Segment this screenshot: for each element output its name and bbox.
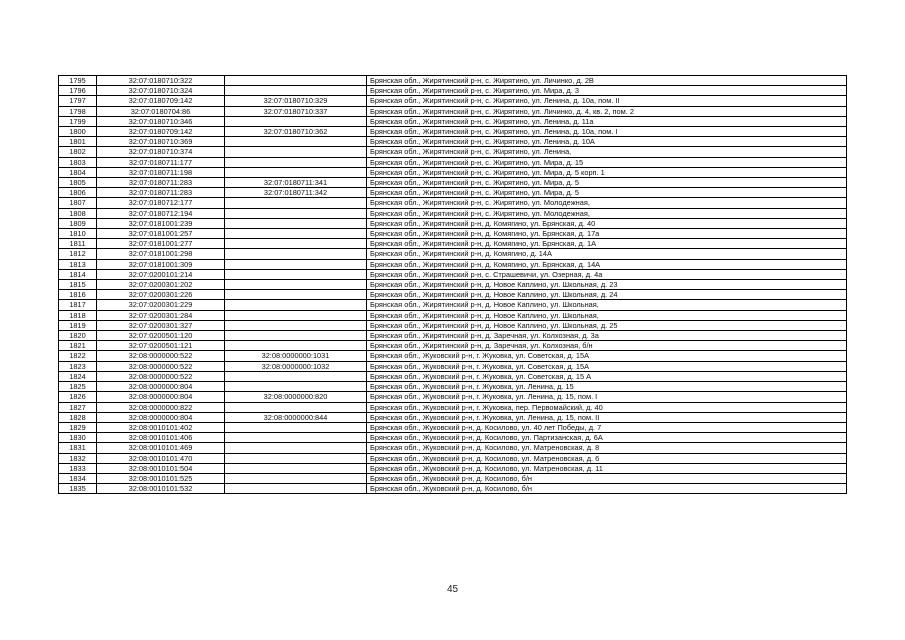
cadastral-number-cell: 32:07:0200501:121 (97, 341, 225, 351)
address-cell: Брянская обл., Жирятинский р-н, д. Комягино, д. 14А (367, 249, 847, 259)
address-cell: Брянская обл., Жирятинский р-н, с. Жирятино, ул. Мира, д. 15 (367, 157, 847, 167)
row-number-cell: 1820 (59, 331, 97, 341)
table-row (59, 290, 847, 300)
row-number-cell: 1798 (59, 106, 97, 116)
address-cell: Брянская обл., Жуковский р-н, д. Косилово, ул. Партизанская, д. 6А (367, 433, 847, 443)
address-cell: Брянская обл., Жирятинский р-н, д. Заречная, ул. Колхозная, б/н (367, 341, 847, 351)
cadastral-number-cell: 32:07:0181001:309 (97, 259, 225, 269)
related-cadastral-number-cell: 32:07:0180711:342 (225, 188, 367, 198)
related-cadastral-number-cell (225, 402, 367, 412)
address-cell: Брянская обл., Жуковский р-н, г. Жуковка, ул. Советская, д. 15А (367, 351, 847, 361)
row-number-cell: 1801 (59, 137, 97, 147)
cadastral-number-cell: 32:07:0180710:374 (97, 147, 225, 157)
cadastral-number-cell: 32:08:0010101:525 (97, 473, 225, 483)
table-row (59, 412, 847, 422)
table-row (59, 310, 847, 320)
table-row (59, 280, 847, 290)
address-cell: Брянская обл., Жуковский р-н, г. Жуковка, ул. Ленина, д. 15, пом. I (367, 392, 847, 402)
table-row (59, 269, 847, 279)
row-number-cell: 1815 (59, 280, 97, 290)
row-number-cell: 1797 (59, 96, 97, 106)
table-row (59, 167, 847, 177)
cadastral-number-cell: 32:08:0010101:470 (97, 453, 225, 463)
address-cell: Брянская обл., Жуковский р-н, д. Косилово, ул. Матреновская, д. 6 (367, 453, 847, 463)
row-number-cell: 1812 (59, 249, 97, 259)
row-number-cell: 1828 (59, 412, 97, 422)
row-number-cell: 1819 (59, 320, 97, 330)
address-cell: Брянская обл., Жирятинский р-н, с. Жирятино, ул. Ленина, д. 10А (367, 137, 847, 147)
row-number-cell: 1833 (59, 463, 97, 473)
address-cell: Брянская обл., Жирятинский р-н, с. Жирятино, ул. Ленина, (367, 147, 847, 157)
related-cadastral-number-cell (225, 137, 367, 147)
address-cell: Брянская обл., Жирятинский р-н, с. Жирятино, ул. Мира, д. 5 (367, 188, 847, 198)
address-cell: Брянская обл., Жирятинский р-н, с. Жирятино, ул. Молодежная, (367, 208, 847, 218)
cadastral-number-cell: 32:08:0000000:804 (97, 382, 225, 392)
address-cell: Брянская обл., Жуковский р-н, д. Косилово, ул. Матреновская, д. 11 (367, 463, 847, 473)
row-number-cell: 1806 (59, 188, 97, 198)
cadastral-number-cell: 32:07:0200101:214 (97, 269, 225, 279)
cadastral-number-cell: 32:07:0200301:202 (97, 280, 225, 290)
table-row (59, 300, 847, 310)
row-number-cell: 1805 (59, 178, 97, 188)
cadastral-number-cell: 32:07:0180710:324 (97, 86, 225, 96)
cadastral-number-cell: 32:08:0000000:804 (97, 392, 225, 402)
address-cell: Брянская обл., Жуковский р-н, г. Жуковка, ул. Ленина, д. 15, пом. II (367, 412, 847, 422)
related-cadastral-number-cell (225, 300, 367, 310)
table-row (59, 422, 847, 432)
row-number-cell: 1816 (59, 290, 97, 300)
table-row (59, 443, 847, 453)
table-row (59, 392, 847, 402)
related-cadastral-number-cell: 32:08:0000000:820 (225, 392, 367, 402)
table-row (59, 137, 847, 147)
cadastral-number-cell: 32:07:0180711:283 (97, 178, 225, 188)
cadastral-number-cell: 32:07:0181001:298 (97, 249, 225, 259)
row-number-cell: 1803 (59, 157, 97, 167)
address-cell: Брянская обл., Жуковский р-н, д. Косилово, б/н (367, 484, 847, 494)
cadastral-number-cell: 32:07:0180710:369 (97, 137, 225, 147)
table-row (59, 433, 847, 443)
address-cell: Брянская обл., Жирятинский р-н, д. Комягино, ул. Брянская, д. 14А (367, 259, 847, 269)
row-number-cell: 1795 (59, 76, 97, 86)
table-row (59, 473, 847, 483)
cadastral-number-cell: 32:08:0010101:532 (97, 484, 225, 494)
address-cell: Брянская обл., Жирятинский р-н, с. Жирятино, ул. Мира, д. 5 (367, 178, 847, 188)
table-row (59, 147, 847, 157)
address-cell: Брянская обл., Жуковский р-н, д. Косилово, б/н (367, 473, 847, 483)
related-cadastral-number-cell (225, 198, 367, 208)
cadastral-number-cell: 32:08:0010101:402 (97, 422, 225, 432)
cadastral-number-cell: 32:07:0180709:142 (97, 127, 225, 137)
related-cadastral-number-cell (225, 76, 367, 86)
cadastral-number-cell: 32:08:0000000:522 (97, 351, 225, 361)
related-cadastral-number-cell: 32:08:0000000:1032 (225, 361, 367, 371)
related-cadastral-number-cell (225, 147, 367, 157)
table-row (59, 463, 847, 473)
row-number-cell: 1827 (59, 402, 97, 412)
address-cell: Брянская обл., Жирятинский р-н, с. Жирятино, ул. Мира, д. 5 корп. 1 (367, 167, 847, 177)
row-number-cell: 1832 (59, 453, 97, 463)
cadastral-number-cell: 32:07:0180710:346 (97, 116, 225, 126)
table-row (59, 116, 847, 126)
row-number-cell: 1817 (59, 300, 97, 310)
cadastral-number-cell: 32:07:0180711:177 (97, 157, 225, 167)
related-cadastral-number-cell (225, 167, 367, 177)
property-table (58, 75, 847, 494)
cadastral-number-cell: 32:08:0000000:822 (97, 402, 225, 412)
table-row (59, 198, 847, 208)
related-cadastral-number-cell: 32:08:0000000:844 (225, 412, 367, 422)
address-cell: Брянская обл., Жирятинский р-н, с. Жирятино, ул. Личинко, д. 2В (367, 76, 847, 86)
cadastral-number-cell: 32:07:0181001:257 (97, 229, 225, 239)
row-number-cell: 1826 (59, 392, 97, 402)
cadastral-number-cell: 32:07:0181001:277 (97, 239, 225, 249)
table-row (59, 382, 847, 392)
address-cell: Брянская обл., Жуковский р-н, г. Жуковка, ул. Ленина, д. 15 (367, 382, 847, 392)
related-cadastral-number-cell (225, 443, 367, 453)
address-cell: Брянская обл., Жуковский р-н, г. Жуковка, пер. Первомайский, д. 40 (367, 402, 847, 412)
cadastral-number-cell: 32:07:0180710:322 (97, 76, 225, 86)
related-cadastral-number-cell (225, 331, 367, 341)
row-number-cell: 1804 (59, 167, 97, 177)
related-cadastral-number-cell: 32:07:0180710:329 (225, 96, 367, 106)
related-cadastral-number-cell (225, 259, 367, 269)
cadastral-number-cell: 32:07:0200301:229 (97, 300, 225, 310)
cadastral-number-cell: 32:08:0000000:804 (97, 412, 225, 422)
related-cadastral-number-cell: 32:07:0180710:337 (225, 106, 367, 116)
row-number-cell: 1825 (59, 382, 97, 392)
cadastral-number-cell: 32:07:0181001:239 (97, 218, 225, 228)
table-row (59, 127, 847, 137)
table-row (59, 208, 847, 218)
cadastral-number-cell: 32:07:0200301:284 (97, 310, 225, 320)
related-cadastral-number-cell (225, 341, 367, 351)
table-row (59, 96, 847, 106)
related-cadastral-number-cell (225, 382, 367, 392)
cadastral-number-cell: 32:07:0180712:194 (97, 208, 225, 218)
table-row (59, 341, 847, 351)
address-cell: Брянская обл., Жуковский р-н, д. Косилово, ул. Матреновская, д. 8 (367, 443, 847, 453)
row-number-cell: 1835 (59, 484, 97, 494)
row-number-cell: 1814 (59, 269, 97, 279)
table-row (59, 106, 847, 116)
related-cadastral-number-cell (225, 473, 367, 483)
address-cell: Брянская обл., Жирятинский р-н, с. Жирятино, ул. Мира, д. 3 (367, 86, 847, 96)
related-cadastral-number-cell: 32:07:0180710:362 (225, 127, 367, 137)
related-cadastral-number-cell (225, 86, 367, 96)
address-cell: Брянская обл., Жирятинский р-н, д. Новое Каплино, ул. Школьная, д. 23 (367, 280, 847, 290)
related-cadastral-number-cell (225, 269, 367, 279)
table-row (59, 351, 847, 361)
row-number-cell: 1811 (59, 239, 97, 249)
row-number-cell: 1824 (59, 371, 97, 381)
row-number-cell: 1813 (59, 259, 97, 269)
cadastral-number-cell: 32:07:0180709:142 (97, 96, 225, 106)
table-row (59, 331, 847, 341)
related-cadastral-number-cell (225, 463, 367, 473)
row-number-cell: 1809 (59, 218, 97, 228)
cadastral-number-cell: 32:07:0200301:327 (97, 320, 225, 330)
cadastral-number-cell: 32:08:0010101:406 (97, 433, 225, 443)
cadastral-number-cell: 32:07:0180712:177 (97, 198, 225, 208)
address-cell: Брянская обл., Жирятинский р-н, д. Комягино, ул. Брянская, д. 1А (367, 239, 847, 249)
related-cadastral-number-cell (225, 280, 367, 290)
row-number-cell: 1810 (59, 229, 97, 239)
related-cadastral-number-cell (225, 157, 367, 167)
cadastral-number-cell: 32:08:0010101:469 (97, 443, 225, 453)
table-row (59, 320, 847, 330)
address-cell: Брянская обл., Жуковский р-н, г. Жуковка, ул. Советская, д. 15 А (367, 371, 847, 381)
address-cell: Брянская обл., Жирятинский р-н, д. Комягино, ул. Брянская, д. 17а (367, 229, 847, 239)
cadastral-number-cell: 32:08:0000000:522 (97, 371, 225, 381)
row-number-cell: 1802 (59, 147, 97, 157)
row-number-cell: 1821 (59, 341, 97, 351)
address-cell: Брянская обл., Жуковский р-н, д. Косилово, ул. 40 лет Победы, д. 7 (367, 422, 847, 432)
table-row (59, 361, 847, 371)
table-row (59, 259, 847, 269)
table-row (59, 402, 847, 412)
table-row (59, 484, 847, 494)
row-number-cell: 1834 (59, 473, 97, 483)
row-number-cell: 1808 (59, 208, 97, 218)
address-cell: Брянская обл., Жирятинский р-н, д. Новое Каплино, ул. Школьная, (367, 310, 847, 320)
table-row (59, 453, 847, 463)
address-cell: Брянская обл., Жирятинский р-н, с. Жирятино, ул. Ленина, д. 10а, пом. I (367, 127, 847, 137)
row-number-cell: 1830 (59, 433, 97, 443)
related-cadastral-number-cell (225, 239, 367, 249)
related-cadastral-number-cell: 32:08:0000000:1031 (225, 351, 367, 361)
related-cadastral-number-cell (225, 310, 367, 320)
row-number-cell: 1796 (59, 86, 97, 96)
cadastral-number-cell: 32:08:0000000:522 (97, 361, 225, 371)
related-cadastral-number-cell: 32:07:0180711:341 (225, 178, 367, 188)
row-number-cell: 1831 (59, 443, 97, 453)
related-cadastral-number-cell (225, 218, 367, 228)
row-number-cell: 1807 (59, 198, 97, 208)
address-cell: Брянская обл., Жирятинский р-н, д. Новое Каплино, ул. Школьная, д. 24 (367, 290, 847, 300)
row-number-cell: 1800 (59, 127, 97, 137)
address-cell: Брянская обл., Жирятинский р-н, с. Жирятино, ул. Личинко, д. 4, кв. 2, пом. 2 (367, 106, 847, 116)
row-number-cell: 1829 (59, 422, 97, 432)
address-cell: Брянская обл., Жирятинский р-н, с. Жирятино, ул. Ленина, д. 10а, пом. II (367, 96, 847, 106)
related-cadastral-number-cell (225, 290, 367, 300)
row-number-cell: 1799 (59, 116, 97, 126)
table-row (59, 86, 847, 96)
related-cadastral-number-cell (225, 422, 367, 432)
related-cadastral-number-cell (225, 229, 367, 239)
related-cadastral-number-cell (225, 453, 367, 463)
cadastral-number-cell: 32:07:0180711:198 (97, 167, 225, 177)
table-row (59, 188, 847, 198)
page-number: 45 (446, 584, 459, 595)
related-cadastral-number-cell (225, 371, 367, 381)
row-number-cell: 1823 (59, 361, 97, 371)
address-cell: Брянская обл., Жирятинский р-н, с. Страшевичи, ул. Озерная, д. 4а (367, 269, 847, 279)
cadastral-number-cell: 32:07:0180711:283 (97, 188, 225, 198)
cadastral-number-cell: 32:07:0200301:226 (97, 290, 225, 300)
table-row (59, 229, 847, 239)
table-row (59, 157, 847, 167)
cadastral-number-cell: 32:07:0180704:86 (97, 106, 225, 116)
related-cadastral-number-cell (225, 320, 367, 330)
related-cadastral-number-cell (225, 249, 367, 259)
row-number-cell: 1818 (59, 310, 97, 320)
address-cell: Брянская обл., Жирятинский р-н, с. Жирятино, ул. Ленина, д. 11а (367, 116, 847, 126)
cadastral-number-cell: 32:07:0200501:120 (97, 331, 225, 341)
table-row (59, 239, 847, 249)
table-row (59, 249, 847, 259)
related-cadastral-number-cell (225, 208, 367, 218)
table-row (59, 178, 847, 188)
address-cell: Брянская обл., Жуковский р-н, г. Жуковка, ул. Советская, д. 15А (367, 361, 847, 371)
address-cell: Брянская обл., Жирятинский р-н, с. Жирятино, ул. Молодежная, (367, 198, 847, 208)
address-cell: Брянская обл., Жирятинский р-н, д. Комягино, ул. Брянская, д. 40 (367, 218, 847, 228)
table-row (59, 371, 847, 381)
related-cadastral-number-cell (225, 433, 367, 443)
address-cell: Брянская обл., Жирятинский р-н, д. Новое Каплино, ул. Школьная, д. 25 (367, 320, 847, 330)
related-cadastral-number-cell (225, 116, 367, 126)
cadastral-number-cell: 32:08:0010101:504 (97, 463, 225, 473)
table-row (59, 76, 847, 86)
row-number-cell: 1822 (59, 351, 97, 361)
address-cell: Брянская обл., Жирятинский р-н, д. Новое Каплино, ул. Школьная, (367, 300, 847, 310)
related-cadastral-number-cell (225, 484, 367, 494)
table-row (59, 218, 847, 228)
table-body (59, 76, 847, 494)
address-cell: Брянская обл., Жирятинский р-н, д. Заречная, ул. Колхозная, д. 3а (367, 331, 847, 341)
